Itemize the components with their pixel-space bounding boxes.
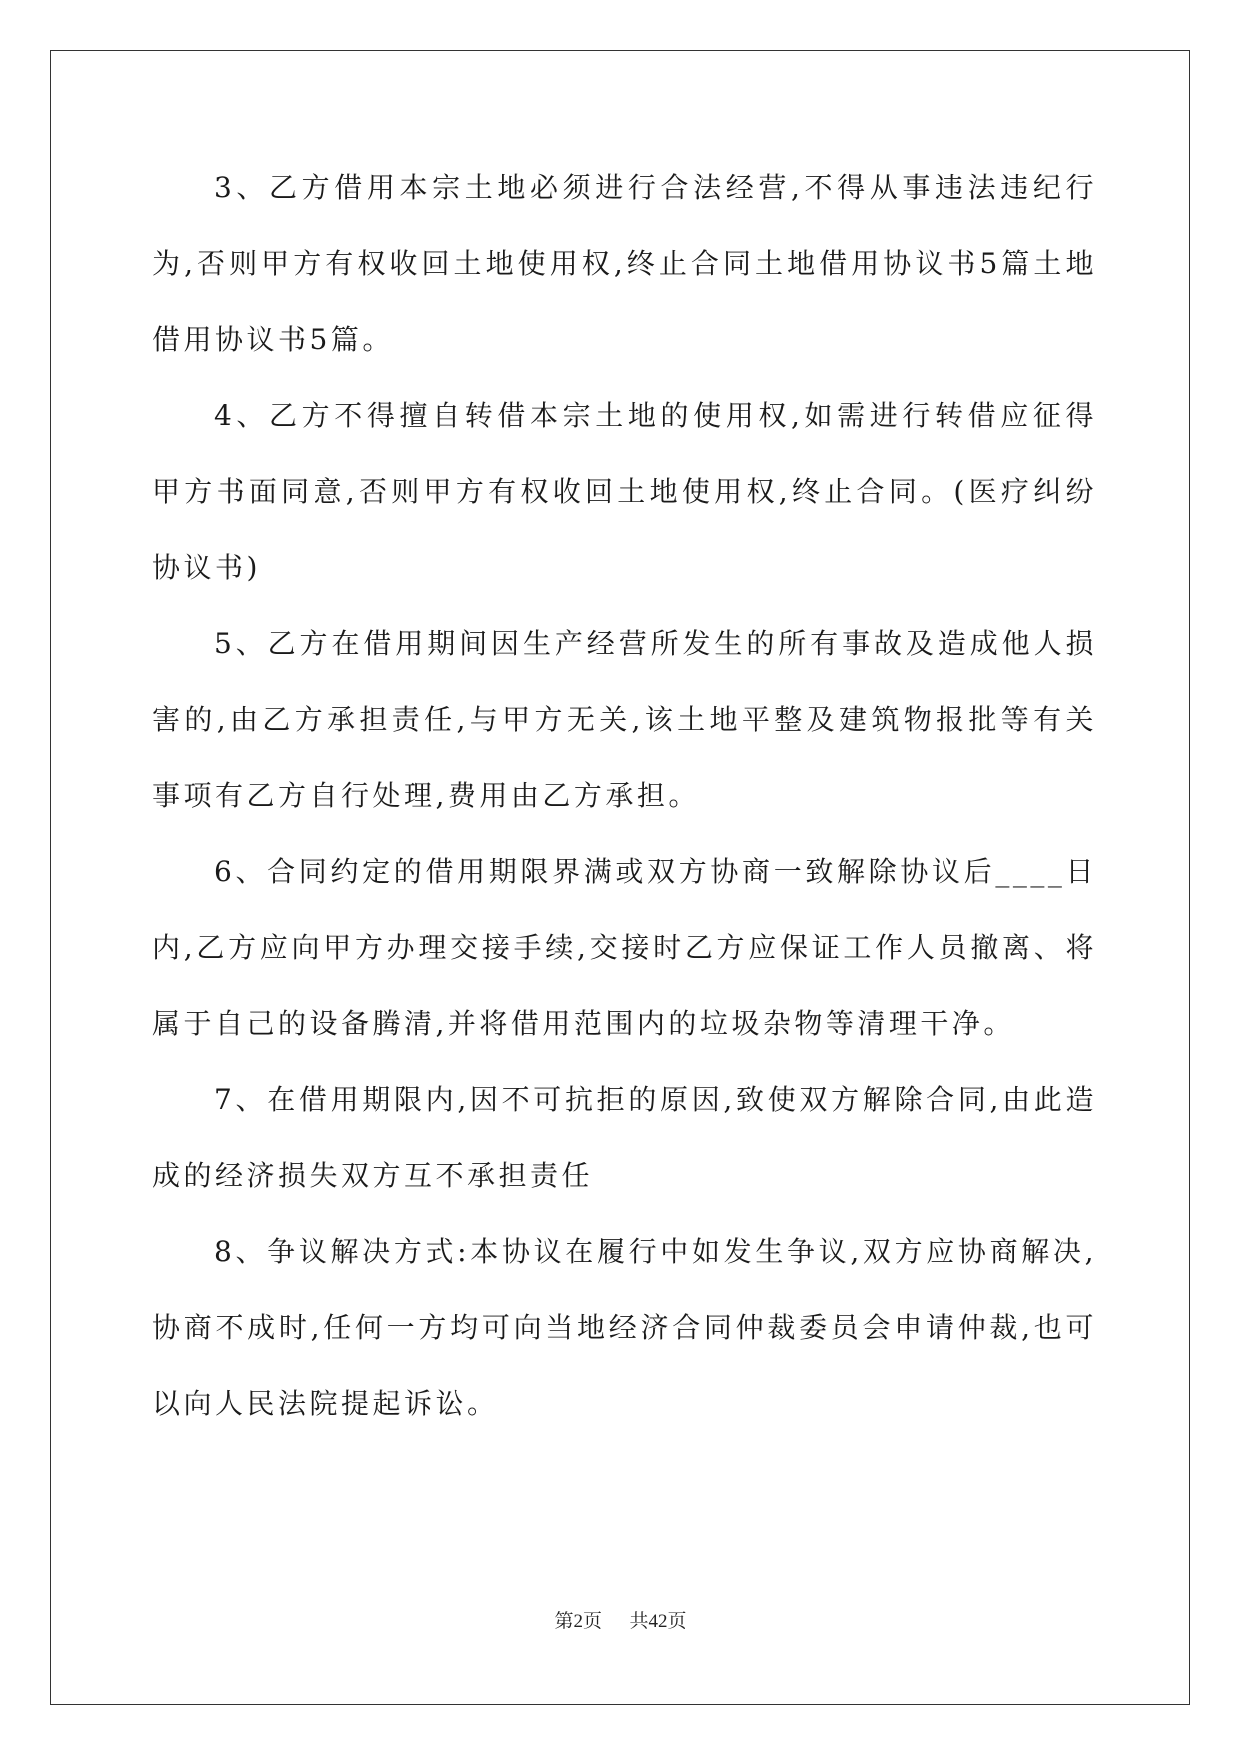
clause-3: 3、乙方借用本宗土地必须进行合法经营,不得从事违法违纪行为,否则甲方有权收回土地使用权,终止合同土地借用协议书5篇土地借用协议书5篇。 xyxy=(152,171,1097,356)
clause-4: 4、乙方不得擅自转借本宗土地的使用权,如需进行转借应征得甲方书面同意,否则甲方有权收回土地使用权,终止合同。(医疗纠纷协议书) xyxy=(152,399,1097,584)
page-footer xyxy=(0,1606,1241,1633)
total-pages: 共42页 xyxy=(629,1611,687,1632)
clause-6: 6、合同约定的借用期限界满或双方协商一致解除协议后____日内,乙方应向甲方办理交接手续,交接时乙方应保证工作人员撤离、将属于自己的设备腾清,并将借用范围内的垃圾杂物等清理干净。 xyxy=(152,855,1097,1040)
page-number: 第2页 xyxy=(554,1611,602,1632)
document-body xyxy=(152,150,1097,1442)
clause-8: 8、争议解决方式:本协议在履行中如发生争议,双方应协商解决,协商不成时,任何一方均可向当地经济合同仲裁委员会申请仲裁,也可以向人民法院提起诉讼。 xyxy=(152,1235,1097,1420)
clause-5: 5、乙方在借用期间因生产经营所发生的所有事故及造成他人损害的,由乙方承担责任,与甲方无关,该土地平整及建筑物报批等有关事项有乙方自行处理,费用由乙方承担。 xyxy=(152,627,1097,812)
clause-7: 7、在借用期限内,因不可抗拒的原因,致使双方解除合同,由此造成的经济损失双方互不承担责任 xyxy=(152,1083,1097,1192)
